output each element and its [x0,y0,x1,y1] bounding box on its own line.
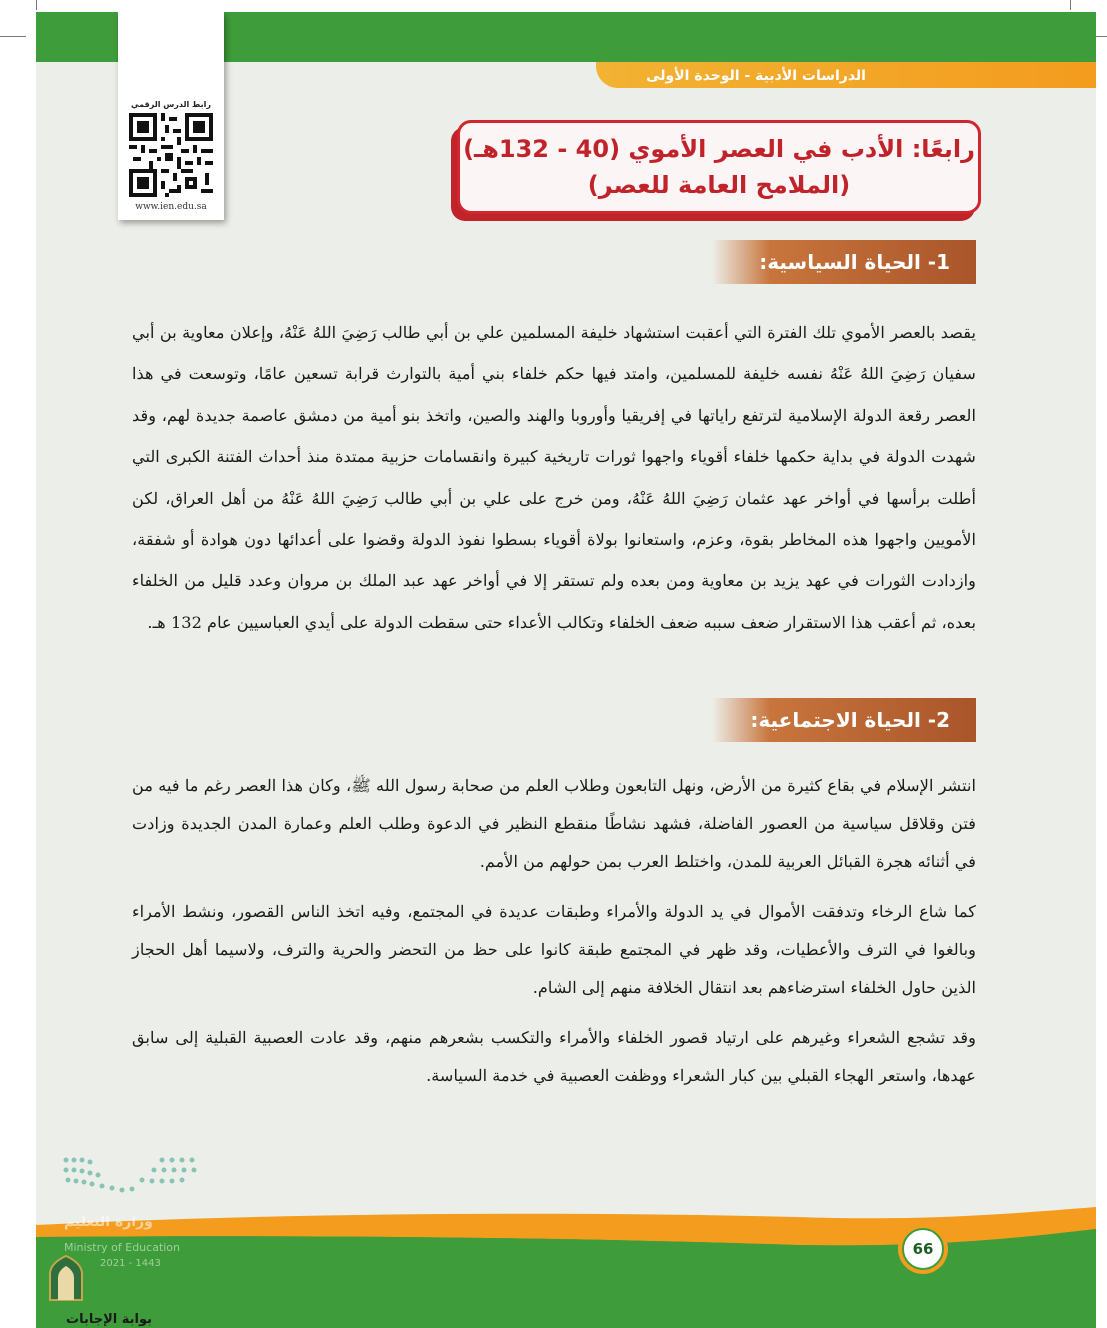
section-heading-social [712,698,976,742]
running-header-title: الدراسات الأدبية - الوحدة الأولى [646,68,866,84]
paragraph: انتشر الإسلام في بقاع كثيرة من الأرض، ونهل التابعون وطلاب العلم من صحابة رسول الله ﷺ، وكان هذا العصر رغم ما فيه من فتن وقلاقل سياسية من العصور الفاضلة، فشهد نشاطًا منقطع النظير في الدعوة وطلب العلم وعمارة المدن الجديدة وزادت في أثنائه هجرة القبائل العربية للمدن، واختلط العرب بمن حولهم من الأمم. [132,776,976,871]
book-page [36,12,1096,1328]
paragraph: يقصد بالعصر الأموي تلك الفترة التي أعقبت استشهاد خليفة المسلمين علي بن أبي طالب رَضِيَ اللهُ عَنْهُ، وإعلان معاوية بن أبي سفيان رَضِيَ اللهُ عَنْهُ نفسه خليفة للمسلمين، وامتد فيها حكم خلفاء بني أمية بالتوارث قرابة تسعين عامًا، وتوسعت في هذا العصر رقعة الدولة الإسلامية لترتفع راياتها في إفريقيا وأوروبا والهند والصين، واتخذ بنو أمية من دمشق عاصمة جديدة لهم، وقد شهدت الدولة في بداية حكمها خلفاء أقوياء واجهوا ثورات تاريخية كبيرة وانقسامات حزبية ممتدة منذ أحداث الفتنة الكبرى التي أطلت برأسها في أواخر عهد عثمان رَضِيَ اللهُ عَنْهُ، ومن خرج على علي بن أبي طالب رَضِيَ اللهُ عَنْهُ من أهل العراق، لكن الأمويين واجهوا هذه المخاطر بقوة، وعزم، واستعانوا بولاة أقوياء بسطوا نفوذ الدولة وقضوا على أعدائها دون هوادة أو شفقة، وازدادت الثورات في عهد يزيد بن معاوية ومن بعده ولم تستقر إلا في أواخر عهد عبد الملك بن مروان وعدد قليل من الخلفاء بعده، ثم أعقب هذا الاستقرار ضعف سببه ضعف الخلفاء وتكالب الأعداء حتى سقطت الدولة على أيدي العباسيين عام 132 هـ. [132,323,976,632]
political-life-text [132,312,976,643]
ministry-dots-logo-icon [62,1154,202,1202]
section-heading-political [712,240,976,284]
ministry-name-en: Ministry of Education [64,1241,181,1254]
ministry-year: 2021 - 1443 [100,1258,161,1269]
section-heading-label: 2- الحياة الاجتماعية: [750,708,950,732]
qr-card[interactable] [118,12,224,220]
crop-mark [1070,0,1071,10]
paragraph: كما شاع الرخاء وتدفقت الأموال في يد الدولة والأمراء وطبقات عديدة في المجتمع، وفيه اتخذ الناس القصور، ونشط الأمراء وبالغوا في الترف والأعطيات، وقد ظهر في المجتمع طبقة كانوا على حظ من التحضر والحرية والترف، ولاسيما أهل الحجاز الذين حاول الخلفاء استرضاءهم بعد انتقال الخلافة منهم إلى الشام. [132,902,976,997]
qr-url[interactable]: www.ien.edu.sa [135,202,207,212]
qr-label: رابط الدرس الرقمي [131,100,211,109]
page-number: 66 [902,1228,944,1270]
site-logo-icon [46,1254,86,1302]
social-life-text [132,767,976,1095]
crop-mark [36,0,37,10]
lesson-title: رابعًا: الأدب في العصر الأموي (40 - 132هـ) [463,135,975,163]
site-label: بوابة الإجابات [66,1312,152,1327]
paragraph: وقد تشجع الشعراء وغيرهم على ارتياد قصور الخلفاء والأمراء والتكسب بشعرهم منهم، وقد عادت العصبية القبلية إلى سابق عهدها، واستعر الهجاء القبلي بين كبار الشعراء ووظفت العصبية في خدمة السياسة. [132,1028,976,1085]
ministry-name-ar: وزارة التعليم [64,1214,153,1230]
section-heading-label: 1- الحياة السياسية: [759,250,950,274]
lesson-subtitle: (الملامح العامة للعصر) [587,171,851,199]
qr-code-icon[interactable] [129,113,213,197]
lesson-title-box [457,120,981,214]
crop-mark [0,36,26,37]
